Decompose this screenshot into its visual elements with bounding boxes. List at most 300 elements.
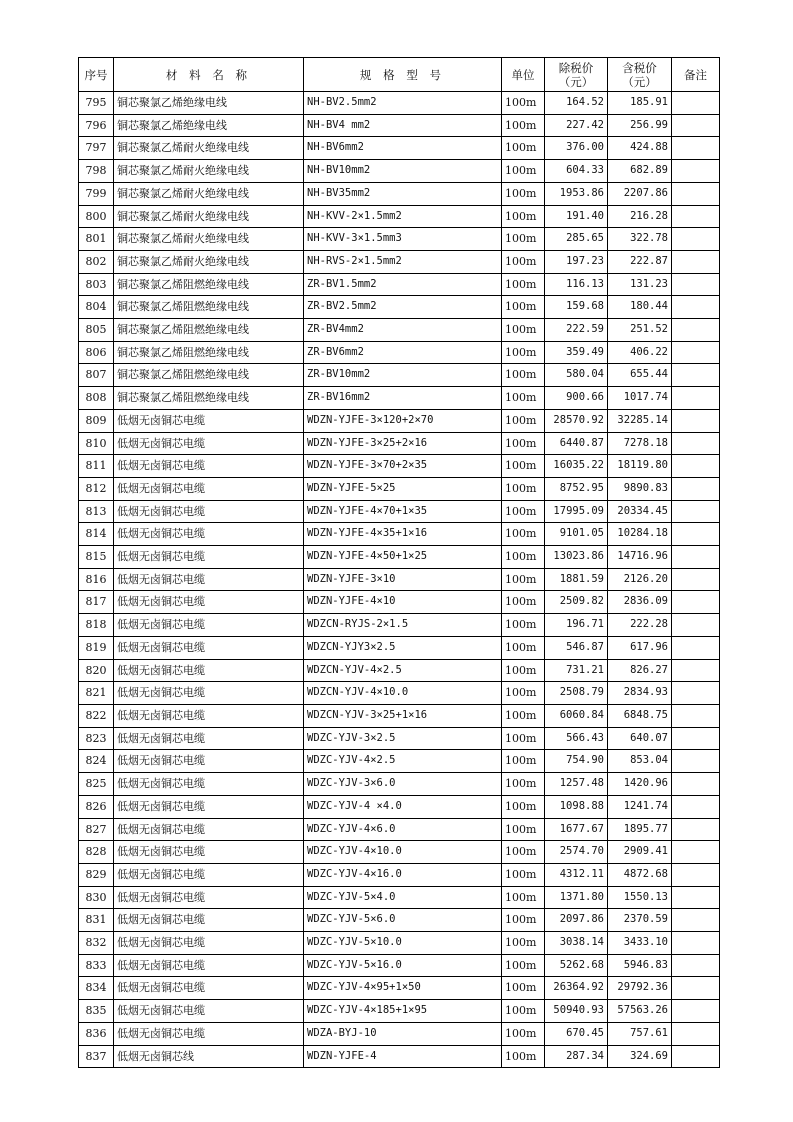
cell-name: 低烟无卤铜芯电缆 bbox=[114, 909, 304, 932]
table-row bbox=[79, 387, 720, 410]
table-row bbox=[79, 205, 720, 228]
cell-spec: WDZC-YJV-4×2.5 bbox=[304, 750, 502, 773]
cell-spec: WDZN-YJFE-4×10 bbox=[304, 591, 502, 614]
cell-remark bbox=[672, 1045, 720, 1068]
table-row bbox=[79, 250, 720, 273]
table-row bbox=[79, 160, 720, 183]
cell-price-ex-tax: 2508.79 bbox=[545, 682, 608, 705]
cell-remark bbox=[672, 614, 720, 637]
cell-unit: 100m bbox=[502, 273, 545, 296]
cell-name: 低烟无卤铜芯电缆 bbox=[114, 477, 304, 500]
table-body bbox=[79, 92, 720, 1068]
cell-unit: 100m bbox=[502, 1045, 545, 1068]
cell-spec: NH-BV2.5mm2 bbox=[304, 92, 502, 115]
cell-name: 铜芯聚氯乙烯耐火绝缘电线 bbox=[114, 182, 304, 205]
cell-no: 801 bbox=[79, 228, 114, 251]
cell-spec: WDZCN-RYJS-2×1.5 bbox=[304, 614, 502, 637]
cell-spec: NH-KVV-2×1.5mm2 bbox=[304, 205, 502, 228]
cell-no: 826 bbox=[79, 795, 114, 818]
cell-name: 低烟无卤铜芯电缆 bbox=[114, 568, 304, 591]
cell-spec: WDZC-YJV-4×95+1×50 bbox=[304, 977, 502, 1000]
table-row bbox=[79, 296, 720, 319]
cell-price-in-tax: 7278.18 bbox=[608, 432, 672, 455]
cell-remark bbox=[672, 160, 720, 183]
cell-spec: WDZN-YJFE-3×10 bbox=[304, 568, 502, 591]
cell-no: 820 bbox=[79, 659, 114, 682]
cell-price-ex-tax: 2574.70 bbox=[545, 841, 608, 864]
cell-price-ex-tax: 287.34 bbox=[545, 1045, 608, 1068]
cell-price-ex-tax: 1098.88 bbox=[545, 795, 608, 818]
cell-name: 铜芯聚氯乙烯阻燃绝缘电线 bbox=[114, 387, 304, 410]
table-row bbox=[79, 886, 720, 909]
cell-unit: 100m bbox=[502, 795, 545, 818]
cell-spec: WDZN-YJFE-3×120+2×70 bbox=[304, 409, 502, 432]
cell-price-in-tax: 251.52 bbox=[608, 319, 672, 342]
table-row bbox=[79, 1000, 720, 1023]
cell-unit: 100m bbox=[502, 863, 545, 886]
cell-unit: 100m bbox=[502, 886, 545, 909]
cell-unit: 100m bbox=[502, 137, 545, 160]
table-row bbox=[79, 364, 720, 387]
cell-unit: 100m bbox=[502, 500, 545, 523]
cell-remark bbox=[672, 205, 720, 228]
table-row bbox=[79, 727, 720, 750]
cell-remark bbox=[672, 432, 720, 455]
cell-remark bbox=[672, 682, 720, 705]
cell-no: 836 bbox=[79, 1022, 114, 1045]
cell-remark bbox=[672, 818, 720, 841]
table-row bbox=[79, 977, 720, 1000]
table-row bbox=[79, 818, 720, 841]
cell-no: 799 bbox=[79, 182, 114, 205]
cell-spec: WDZN-YJFE-4×35+1×16 bbox=[304, 523, 502, 546]
cell-no: 809 bbox=[79, 409, 114, 432]
table-row bbox=[79, 750, 720, 773]
table-row bbox=[79, 114, 720, 137]
cell-no: 819 bbox=[79, 636, 114, 659]
cell-price-in-tax: 32285.14 bbox=[608, 409, 672, 432]
cell-unit: 100m bbox=[502, 341, 545, 364]
cell-spec: NH-BV6mm2 bbox=[304, 137, 502, 160]
table-row bbox=[79, 92, 720, 115]
table-row bbox=[79, 341, 720, 364]
table-row bbox=[79, 863, 720, 886]
cell-name: 铜芯聚氯乙烯耐火绝缘电线 bbox=[114, 137, 304, 160]
cell-no: 837 bbox=[79, 1045, 114, 1068]
cell-remark bbox=[672, 455, 720, 478]
cell-remark bbox=[672, 704, 720, 727]
cell-spec: WDZC-YJV-5×4.0 bbox=[304, 886, 502, 909]
cell-no: 808 bbox=[79, 387, 114, 410]
cell-remark bbox=[672, 773, 720, 796]
cell-unit: 100m bbox=[502, 409, 545, 432]
cell-remark bbox=[672, 409, 720, 432]
cell-no: 804 bbox=[79, 296, 114, 319]
cell-remark bbox=[672, 500, 720, 523]
table-row bbox=[79, 500, 720, 523]
cell-price-in-tax: 20334.45 bbox=[608, 500, 672, 523]
cell-price-in-tax: 617.96 bbox=[608, 636, 672, 659]
table-row bbox=[79, 182, 720, 205]
cell-remark bbox=[672, 977, 720, 1000]
cell-spec: ZR-BV6mm2 bbox=[304, 341, 502, 364]
cell-price-in-tax: 324.69 bbox=[608, 1045, 672, 1068]
cell-price-ex-tax: 285.65 bbox=[545, 228, 608, 251]
cell-name: 低烟无卤铜芯电缆 bbox=[114, 500, 304, 523]
cell-name: 低烟无卤铜芯电缆 bbox=[114, 818, 304, 841]
cell-name: 低烟无卤铜芯电缆 bbox=[114, 795, 304, 818]
cell-price-ex-tax: 1371.80 bbox=[545, 886, 608, 909]
cell-spec: NH-KVV-3×1.5mm3 bbox=[304, 228, 502, 251]
cell-remark bbox=[672, 636, 720, 659]
table-row bbox=[79, 523, 720, 546]
cell-price-in-tax: 131.23 bbox=[608, 273, 672, 296]
cell-no: 807 bbox=[79, 364, 114, 387]
cell-spec: WDZC-YJV-3×6.0 bbox=[304, 773, 502, 796]
cell-unit: 100m bbox=[502, 160, 545, 183]
cell-no: 818 bbox=[79, 614, 114, 637]
cell-unit: 100m bbox=[502, 228, 545, 251]
cell-unit: 100m bbox=[502, 114, 545, 137]
cell-remark bbox=[672, 296, 720, 319]
cell-no: 828 bbox=[79, 841, 114, 864]
cell-price-ex-tax: 900.66 bbox=[545, 387, 608, 410]
table-row bbox=[79, 409, 720, 432]
cell-price-in-tax: 2909.41 bbox=[608, 841, 672, 864]
cell-price-in-tax: 185.91 bbox=[608, 92, 672, 115]
cell-unit: 100m bbox=[502, 523, 545, 546]
cell-price-in-tax: 10284.18 bbox=[608, 523, 672, 546]
cell-no: 829 bbox=[79, 863, 114, 886]
cell-remark bbox=[672, 137, 720, 160]
cell-no: 835 bbox=[79, 1000, 114, 1023]
cell-spec: WDZC-YJV-4×10.0 bbox=[304, 841, 502, 864]
table-row bbox=[79, 659, 720, 682]
cell-price-in-tax: 216.28 bbox=[608, 205, 672, 228]
cell-price-ex-tax: 731.21 bbox=[545, 659, 608, 682]
cell-remark bbox=[672, 591, 720, 614]
cell-price-ex-tax: 6440.87 bbox=[545, 432, 608, 455]
cell-spec: WDZN-YJFE-3×25+2×16 bbox=[304, 432, 502, 455]
col-header-price-ex-tax bbox=[545, 58, 608, 92]
cell-price-ex-tax: 164.52 bbox=[545, 92, 608, 115]
cell-name: 低烟无卤铜芯电缆 bbox=[114, 523, 304, 546]
cell-price-in-tax: 2207.86 bbox=[608, 182, 672, 205]
cell-no: 821 bbox=[79, 682, 114, 705]
table-row bbox=[79, 137, 720, 160]
cell-spec: WDZA-BYJ-10 bbox=[304, 1022, 502, 1045]
cell-name: 低烟无卤铜芯电缆 bbox=[114, 977, 304, 1000]
cell-spec: WDZCN-YJV-4×2.5 bbox=[304, 659, 502, 682]
cell-price-in-tax: 853.04 bbox=[608, 750, 672, 773]
cell-price-in-tax: 2834.93 bbox=[608, 682, 672, 705]
cell-spec: ZR-BV10mm2 bbox=[304, 364, 502, 387]
cell-unit: 100m bbox=[502, 1022, 545, 1045]
cell-remark bbox=[672, 932, 720, 955]
cell-price-ex-tax: 197.23 bbox=[545, 250, 608, 273]
cell-unit: 100m bbox=[502, 591, 545, 614]
cell-unit: 100m bbox=[502, 727, 545, 750]
cell-spec: NH-RVS-2×1.5mm2 bbox=[304, 250, 502, 273]
cell-unit: 100m bbox=[502, 568, 545, 591]
cell-price-in-tax: 29792.36 bbox=[608, 977, 672, 1000]
col-header-name: 材 料 名 称 bbox=[114, 58, 304, 92]
cell-no: 798 bbox=[79, 160, 114, 183]
cell-remark bbox=[672, 477, 720, 500]
cell-name: 低烟无卤铜芯电缆 bbox=[114, 841, 304, 864]
col-header-remark: 备注 bbox=[672, 58, 720, 92]
cell-price-ex-tax: 13023.86 bbox=[545, 546, 608, 569]
cell-remark bbox=[672, 319, 720, 342]
cell-unit: 100m bbox=[502, 319, 545, 342]
cell-spec: WDZN-YJFE-3×70+2×35 bbox=[304, 455, 502, 478]
cell-remark bbox=[672, 659, 720, 682]
table-row bbox=[79, 682, 720, 705]
cell-remark bbox=[672, 886, 720, 909]
cell-price-in-tax: 222.28 bbox=[608, 614, 672, 637]
cell-no: 796 bbox=[79, 114, 114, 137]
table-row bbox=[79, 477, 720, 500]
table-row bbox=[79, 773, 720, 796]
cell-name: 低烟无卤铜芯电缆 bbox=[114, 659, 304, 682]
table-row bbox=[79, 909, 720, 932]
cell-name: 低烟无卤铜芯电缆 bbox=[114, 932, 304, 955]
col-header-spec: 规 格 型 号 bbox=[304, 58, 502, 92]
cell-no: 830 bbox=[79, 886, 114, 909]
price-in-tax-unit: （元） bbox=[622, 74, 657, 89]
cell-price-in-tax: 322.78 bbox=[608, 228, 672, 251]
cell-name: 低烟无卤铜芯电缆 bbox=[114, 432, 304, 455]
cell-spec: WDZN-YJFE-4×70+1×35 bbox=[304, 500, 502, 523]
cell-no: 810 bbox=[79, 432, 114, 455]
cell-no: 832 bbox=[79, 932, 114, 955]
cell-price-in-tax: 406.22 bbox=[608, 341, 672, 364]
cell-no: 812 bbox=[79, 477, 114, 500]
cell-remark bbox=[672, 523, 720, 546]
cell-price-ex-tax: 116.13 bbox=[545, 273, 608, 296]
cell-price-ex-tax: 1677.67 bbox=[545, 818, 608, 841]
cell-price-in-tax: 6848.75 bbox=[608, 704, 672, 727]
table-row bbox=[79, 636, 720, 659]
cell-no: 817 bbox=[79, 591, 114, 614]
cell-remark bbox=[672, 909, 720, 932]
cell-name: 低烟无卤铜芯电缆 bbox=[114, 1000, 304, 1023]
cell-spec: WDZN-YJFE-4×50+1×25 bbox=[304, 546, 502, 569]
cell-price-ex-tax: 50940.93 bbox=[545, 1000, 608, 1023]
cell-unit: 100m bbox=[502, 205, 545, 228]
cell-name: 低烟无卤铜芯电缆 bbox=[114, 863, 304, 886]
cell-price-ex-tax: 8752.95 bbox=[545, 477, 608, 500]
table-row bbox=[79, 319, 720, 342]
cell-price-ex-tax: 3038.14 bbox=[545, 932, 608, 955]
price-table bbox=[78, 57, 720, 1068]
cell-spec: NH-BV4 mm2 bbox=[304, 114, 502, 137]
col-header-price-in-tax bbox=[608, 58, 672, 92]
cell-spec: ZR-BV4mm2 bbox=[304, 319, 502, 342]
col-header-unit: 单位 bbox=[502, 58, 545, 92]
cell-unit: 100m bbox=[502, 455, 545, 478]
cell-price-in-tax: 1895.77 bbox=[608, 818, 672, 841]
cell-name: 低烟无卤铜芯电缆 bbox=[114, 704, 304, 727]
cell-price-ex-tax: 196.71 bbox=[545, 614, 608, 637]
cell-name: 铜芯聚氯乙烯绝缘电线 bbox=[114, 92, 304, 115]
cell-name: 低烟无卤铜芯电缆 bbox=[114, 750, 304, 773]
cell-no: 797 bbox=[79, 137, 114, 160]
cell-price-in-tax: 5946.83 bbox=[608, 954, 672, 977]
cell-price-in-tax: 1420.96 bbox=[608, 773, 672, 796]
cell-price-ex-tax: 1953.86 bbox=[545, 182, 608, 205]
cell-name: 低烟无卤铜芯电缆 bbox=[114, 773, 304, 796]
cell-name: 低烟无卤铜芯电缆 bbox=[114, 409, 304, 432]
cell-price-ex-tax: 2509.82 bbox=[545, 591, 608, 614]
cell-name: 铜芯聚氯乙烯绝缘电线 bbox=[114, 114, 304, 137]
cell-price-ex-tax: 2097.86 bbox=[545, 909, 608, 932]
cell-spec: WDZC-YJV-3×2.5 bbox=[304, 727, 502, 750]
cell-name: 铜芯聚氯乙烯阻燃绝缘电线 bbox=[114, 364, 304, 387]
cell-name: 铜芯聚氯乙烯耐火绝缘电线 bbox=[114, 160, 304, 183]
cell-unit: 100m bbox=[502, 682, 545, 705]
cell-spec: NH-BV35mm2 bbox=[304, 182, 502, 205]
cell-name: 铜芯聚氯乙烯阻燃绝缘电线 bbox=[114, 341, 304, 364]
cell-remark bbox=[672, 250, 720, 273]
cell-name: 低烟无卤铜芯电缆 bbox=[114, 591, 304, 614]
cell-remark bbox=[672, 114, 720, 137]
cell-price-ex-tax: 222.59 bbox=[545, 319, 608, 342]
cell-spec: WDZC-YJV-4×16.0 bbox=[304, 863, 502, 886]
cell-price-ex-tax: 6060.84 bbox=[545, 704, 608, 727]
cell-name: 低烟无卤铜芯电缆 bbox=[114, 614, 304, 637]
table-row bbox=[79, 841, 720, 864]
table-row bbox=[79, 614, 720, 637]
col-header-no: 序号 bbox=[79, 58, 114, 92]
cell-no: 813 bbox=[79, 500, 114, 523]
cell-price-in-tax: 2370.59 bbox=[608, 909, 672, 932]
cell-price-ex-tax: 359.49 bbox=[545, 341, 608, 364]
cell-price-in-tax: 180.44 bbox=[608, 296, 672, 319]
cell-price-ex-tax: 1257.48 bbox=[545, 773, 608, 796]
table-row bbox=[79, 432, 720, 455]
cell-price-ex-tax: 1881.59 bbox=[545, 568, 608, 591]
cell-price-in-tax: 2836.09 bbox=[608, 591, 672, 614]
cell-price-in-tax: 18119.80 bbox=[608, 455, 672, 478]
cell-name: 低烟无卤铜芯电缆 bbox=[114, 682, 304, 705]
cell-price-ex-tax: 754.90 bbox=[545, 750, 608, 773]
cell-unit: 100m bbox=[502, 932, 545, 955]
cell-unit: 100m bbox=[502, 636, 545, 659]
cell-no: 803 bbox=[79, 273, 114, 296]
cell-remark bbox=[672, 795, 720, 818]
cell-no: 827 bbox=[79, 818, 114, 841]
cell-spec: NH-BV10mm2 bbox=[304, 160, 502, 183]
cell-name: 铜芯聚氯乙烯耐火绝缘电线 bbox=[114, 228, 304, 251]
cell-price-ex-tax: 16035.22 bbox=[545, 455, 608, 478]
cell-price-in-tax: 682.89 bbox=[608, 160, 672, 183]
cell-unit: 100m bbox=[502, 614, 545, 637]
cell-price-ex-tax: 566.43 bbox=[545, 727, 608, 750]
cell-spec: WDZC-YJV-4×185+1×95 bbox=[304, 1000, 502, 1023]
cell-price-in-tax: 826.27 bbox=[608, 659, 672, 682]
cell-remark bbox=[672, 568, 720, 591]
cell-price-in-tax: 1241.74 bbox=[608, 795, 672, 818]
cell-no: 802 bbox=[79, 250, 114, 273]
cell-name: 低烟无卤铜芯电缆 bbox=[114, 954, 304, 977]
cell-spec: WDZCN-YJV-3×25+1×16 bbox=[304, 704, 502, 727]
cell-remark bbox=[672, 863, 720, 886]
cell-no: 833 bbox=[79, 954, 114, 977]
cell-price-in-tax: 3433.10 bbox=[608, 932, 672, 955]
cell-price-in-tax: 424.88 bbox=[608, 137, 672, 160]
cell-price-ex-tax: 670.45 bbox=[545, 1022, 608, 1045]
cell-no: 824 bbox=[79, 750, 114, 773]
cell-name: 低烟无卤铜芯电缆 bbox=[114, 1022, 304, 1045]
cell-spec: ZR-BV2.5mm2 bbox=[304, 296, 502, 319]
cell-remark bbox=[672, 341, 720, 364]
cell-no: 806 bbox=[79, 341, 114, 364]
cell-no: 815 bbox=[79, 546, 114, 569]
table-row bbox=[79, 273, 720, 296]
cell-unit: 100m bbox=[502, 250, 545, 273]
cell-price-in-tax: 757.61 bbox=[608, 1022, 672, 1045]
cell-price-in-tax: 222.87 bbox=[608, 250, 672, 273]
cell-remark bbox=[672, 750, 720, 773]
cell-unit: 100m bbox=[502, 659, 545, 682]
cell-unit: 100m bbox=[502, 704, 545, 727]
cell-no: 816 bbox=[79, 568, 114, 591]
cell-remark bbox=[672, 727, 720, 750]
cell-unit: 100m bbox=[502, 296, 545, 319]
cell-name: 低烟无卤铜芯线 bbox=[114, 1045, 304, 1068]
cell-unit: 100m bbox=[502, 909, 545, 932]
table-row bbox=[79, 228, 720, 251]
table-row bbox=[79, 591, 720, 614]
cell-price-ex-tax: 580.04 bbox=[545, 364, 608, 387]
cell-no: 831 bbox=[79, 909, 114, 932]
cell-no: 822 bbox=[79, 704, 114, 727]
table-row bbox=[79, 455, 720, 478]
cell-remark bbox=[672, 387, 720, 410]
cell-remark bbox=[672, 954, 720, 977]
cell-remark bbox=[672, 273, 720, 296]
cell-price-in-tax: 1550.13 bbox=[608, 886, 672, 909]
cell-spec: WDZN-YJFE-4 bbox=[304, 1045, 502, 1068]
cell-remark bbox=[672, 1000, 720, 1023]
cell-no: 811 bbox=[79, 455, 114, 478]
cell-price-ex-tax: 546.87 bbox=[545, 636, 608, 659]
cell-spec: WDZCN-YJY3×2.5 bbox=[304, 636, 502, 659]
cell-price-ex-tax: 159.68 bbox=[545, 296, 608, 319]
table-row bbox=[79, 954, 720, 977]
cell-remark bbox=[672, 364, 720, 387]
cell-name: 铜芯聚氯乙烯阻燃绝缘电线 bbox=[114, 296, 304, 319]
table-row bbox=[79, 568, 720, 591]
cell-name: 铜芯聚氯乙烯耐火绝缘电线 bbox=[114, 250, 304, 273]
cell-spec: WDZN-YJFE-5×25 bbox=[304, 477, 502, 500]
cell-unit: 100m bbox=[502, 546, 545, 569]
cell-price-in-tax: 14716.96 bbox=[608, 546, 672, 569]
cell-no: 823 bbox=[79, 727, 114, 750]
cell-price-ex-tax: 191.40 bbox=[545, 205, 608, 228]
price-ex-tax-unit: （元） bbox=[558, 74, 594, 89]
cell-unit: 100m bbox=[502, 364, 545, 387]
cell-name: 低烟无卤铜芯电缆 bbox=[114, 886, 304, 909]
cell-spec: ZR-BV16mm2 bbox=[304, 387, 502, 410]
header-row bbox=[79, 58, 720, 92]
cell-price-in-tax: 4872.68 bbox=[608, 863, 672, 886]
cell-price-in-tax: 2126.20 bbox=[608, 568, 672, 591]
cell-price-in-tax: 9890.83 bbox=[608, 477, 672, 500]
price-in-tax-label: 含税价 bbox=[622, 60, 657, 75]
cell-price-in-tax: 256.99 bbox=[608, 114, 672, 137]
